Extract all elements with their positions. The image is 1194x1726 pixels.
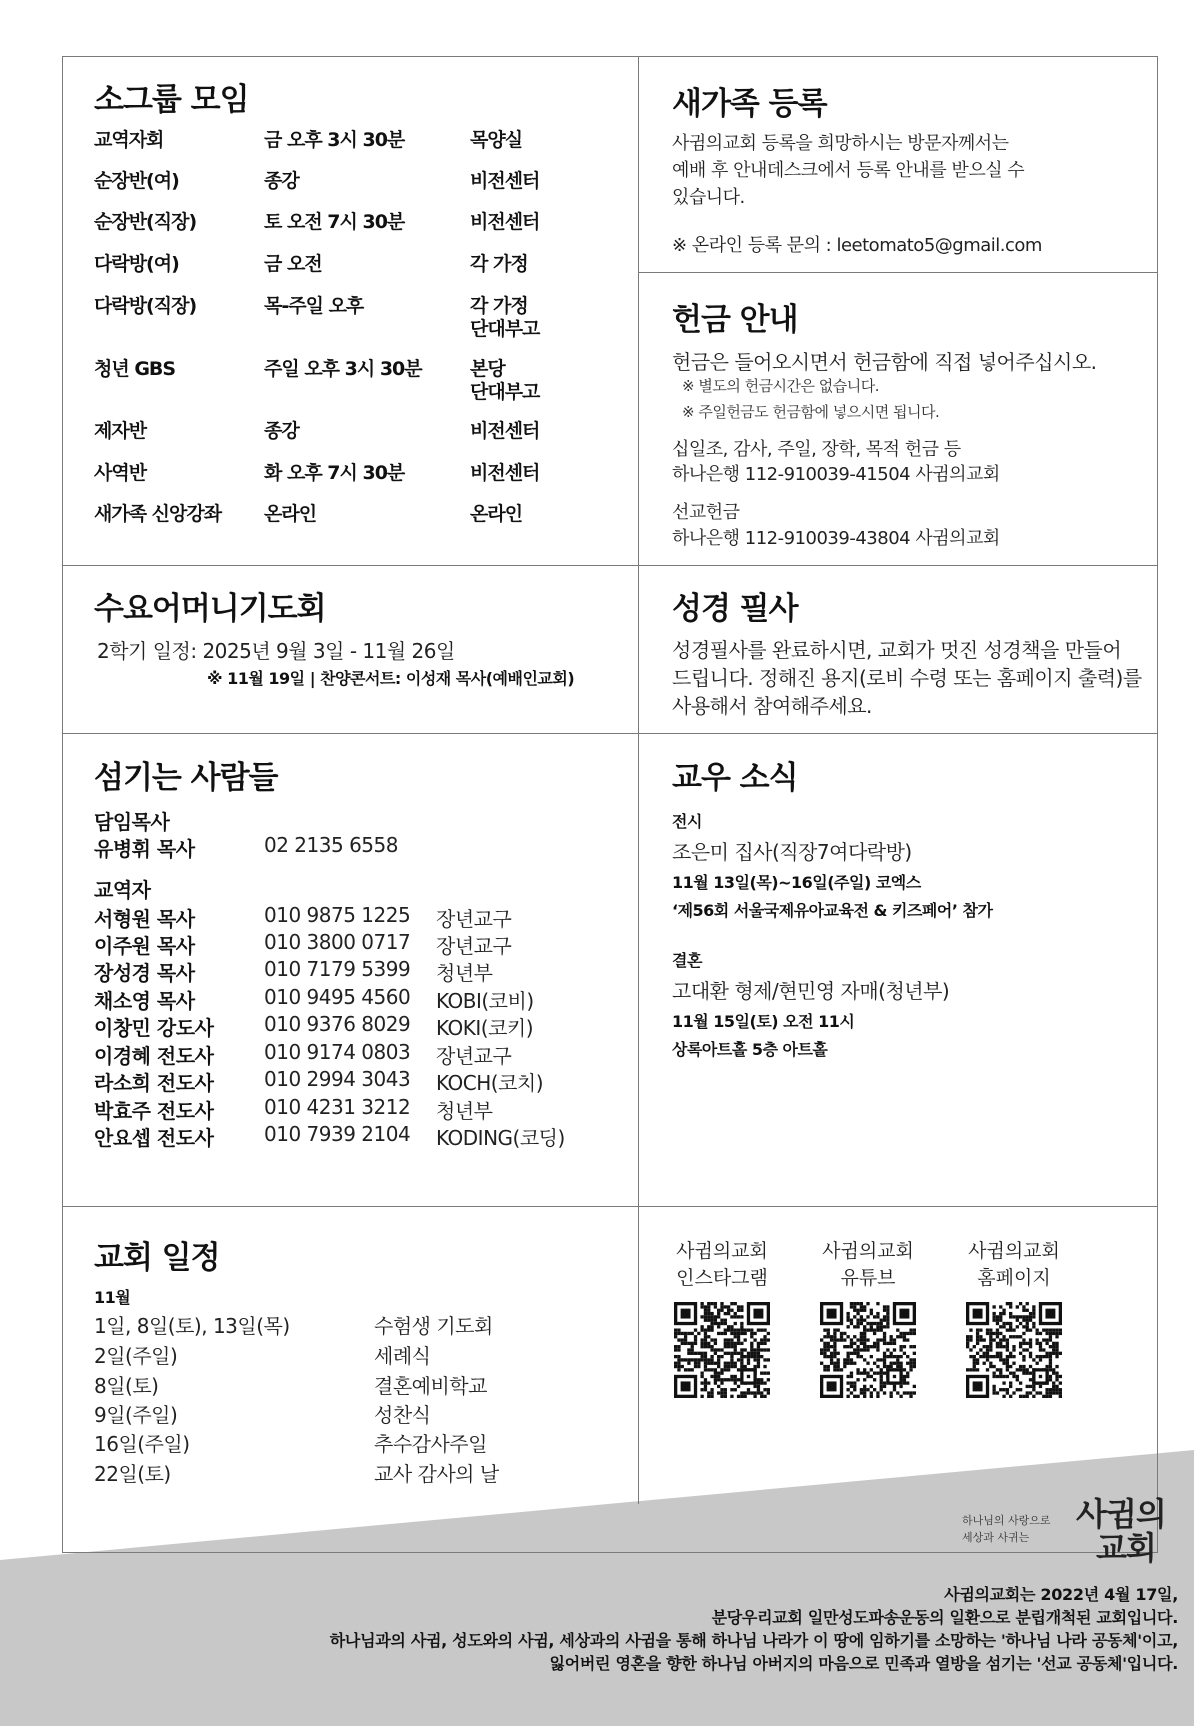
staff-name: 장성경 목사 xyxy=(94,961,195,985)
wedding-date: 11월 15일(토) 오전 11시 xyxy=(672,1012,855,1031)
staff-name: 서형원 목사 xyxy=(94,907,195,931)
small-group-title: 소그룹 모임 xyxy=(94,82,249,118)
qr-label: 사귐의교회 xyxy=(822,1240,914,1262)
group-time: 금 오후 3시 30분 xyxy=(264,129,405,151)
row-divider xyxy=(62,565,1158,566)
offering-title: 헌금 안내 xyxy=(672,302,798,338)
group-name: 사역반 xyxy=(94,462,147,484)
staff-phone: 010 9376 8029 xyxy=(264,1012,411,1036)
exhibit-label: 전시 xyxy=(672,812,702,831)
group-place-secondary: 단대부고 xyxy=(470,318,540,340)
staff-dept: KODING(코딩) xyxy=(436,1126,565,1150)
group-time: 주일 오후 3시 30분 xyxy=(264,358,422,380)
qr-label: 유튜브 xyxy=(840,1267,896,1289)
group-time: 종강 xyxy=(264,170,299,192)
group-place: 비전센터 xyxy=(470,170,540,192)
schedule-date: 8일(토) xyxy=(94,1374,159,1398)
staff-name: 이주원 목사 xyxy=(94,934,195,958)
staff-phone: 010 4231 3212 xyxy=(264,1095,411,1119)
group-name: 교역자회 xyxy=(94,129,164,151)
group-time: 토 오전 7시 30분 xyxy=(264,211,405,233)
column-divider xyxy=(638,56,639,1504)
exhibit-event: ‘제56회 서울국제유아교육전 & 키즈페어’ 참가 xyxy=(672,901,993,920)
staff-dept: 장년교구 xyxy=(436,934,512,958)
staff-dept: 청년부 xyxy=(436,961,493,985)
wedding-people: 고대환 형제/현민영 자매(청년부) xyxy=(672,979,950,1003)
group-place: 비전센터 xyxy=(470,211,540,233)
group-name: 다락방(여) xyxy=(94,253,179,275)
staff-dept: 청년부 xyxy=(436,1099,493,1123)
group-name: 청년 GBS xyxy=(94,358,176,380)
servants-title: 섬기는 사람들 xyxy=(94,760,278,796)
group-place-secondary: 단대부고 xyxy=(470,381,540,403)
footer-text: 잃어버린 영혼을 향한 하나님 아버지의 마음으로 민족과 열방을 섬기는 '선교 공동체'입니다. xyxy=(549,1654,1178,1673)
staff-phone: 010 7179 5399 xyxy=(264,957,411,981)
wedding-label: 결혼 xyxy=(672,951,702,970)
new-family-text: 사귐의교회 등록을 희망하시는 방문자께서는 xyxy=(672,133,1009,154)
logo-wordmark: 교회 xyxy=(1096,1529,1156,1567)
footer-text: 사귐의교회는 2022년 4월 17일, xyxy=(944,1585,1178,1604)
schedule-event: 세례식 xyxy=(374,1344,431,1368)
senior-pastor-label: 담임목사 xyxy=(94,810,170,834)
bible-text: 사용해서 참여해주세요. xyxy=(672,694,872,718)
mission-offering-label: 선교헌금 xyxy=(672,502,740,523)
schedule-event: 결혼예비학교 xyxy=(374,1374,487,1398)
staff-name: 박효주 전도사 xyxy=(94,1099,214,1123)
group-name: 새가족 신앙강좌 xyxy=(94,503,222,525)
registration-contact: ※ 온라인 등록 문의 : leetomato5@gmail.com xyxy=(672,235,1042,256)
offering-note: ※ 별도의 헌금시간은 없습니다. xyxy=(682,377,880,395)
new-family-text: 있습니다. xyxy=(672,187,745,208)
group-time: 금 오전 xyxy=(264,253,322,275)
schedule-date: 1일, 8일(토), 13일(목) xyxy=(94,1314,290,1338)
youtube-qr[interactable] xyxy=(818,1238,918,1402)
bible-transcription-title: 성경 필사 xyxy=(672,591,798,627)
qr-label: 사귐의교회 xyxy=(968,1240,1060,1262)
exhibit-person: 조은미 집사(직장7여다락방) xyxy=(672,840,912,864)
exhibit-date: 11월 13일(목)~16일(주일) 코엑스 xyxy=(672,873,921,892)
group-place: 목양실 xyxy=(470,129,523,151)
qr-label: 홈페이지 xyxy=(977,1267,1051,1289)
instagram-qr[interactable] xyxy=(672,1238,772,1402)
staff-phone: 02 2135 6558 xyxy=(264,833,398,857)
group-name: 순장반(여) xyxy=(94,170,179,192)
staff-phone: 010 9495 4560 xyxy=(264,985,411,1009)
qr-label: 인스타그램 xyxy=(676,1267,768,1289)
row-divider xyxy=(62,1206,1158,1207)
group-place: 본당 xyxy=(470,358,505,380)
row-divider xyxy=(62,733,1158,734)
wedding-place: 상록아트홀 5층 아트홀 xyxy=(672,1040,828,1059)
offering-main-text: 헌금은 들어오시면서 헌금함에 직접 넣어주십시오. xyxy=(672,350,1097,374)
staff-name: 안요셉 전도사 xyxy=(94,1126,214,1150)
staff-phone: 010 3800 0717 xyxy=(264,930,411,954)
staff-dept: KOKI(코키) xyxy=(436,1016,534,1040)
qr-code-icon xyxy=(966,1302,1062,1398)
staff-name: 채소영 목사 xyxy=(94,989,195,1013)
group-name: 순장반(직장) xyxy=(94,211,197,233)
offering-note: ※ 주일헌금도 헌금함에 넣으시면 됩니다. xyxy=(682,403,940,421)
staff-phone: 010 2994 3043 xyxy=(264,1067,411,1091)
new-family-text: 예배 후 안내데스크에서 등록 안내를 받으실 수 xyxy=(672,160,1025,181)
bible-text: 성경필사를 완료하시면, 교회가 멋진 성경책을 만들어 xyxy=(672,638,1122,662)
staff-name: 유병휘 목사 xyxy=(94,837,195,861)
group-time: 목-주일 오후 xyxy=(264,295,364,317)
homepage-qr[interactable] xyxy=(964,1238,1064,1402)
footer-text: 하나님과의 사귐, 성도와의 사귐, 세상과의 사귐을 통해 하나님 나라가 이 땅에 임하기를 소망하는 '하나님 나라 공동체'이고, xyxy=(329,1631,1178,1650)
staff-dept: 장년교구 xyxy=(436,1044,512,1068)
group-time: 화 오후 7시 30분 xyxy=(264,462,405,484)
church-schedule-title: 교회 일정 xyxy=(94,1240,220,1276)
footer-text: 분당우리교회 일만성도파송운동의 일환으로 분립개척된 교회입니다. xyxy=(711,1608,1178,1627)
logo-tagline: 하나님의 사랑으로 xyxy=(962,1514,1051,1527)
row-divider xyxy=(638,272,1158,273)
schedule-date: 9일(주일) xyxy=(94,1403,178,1427)
group-place: 각 가정 xyxy=(470,253,528,275)
group-place: 온라인 xyxy=(470,503,523,525)
schedule-date: 22일(토) xyxy=(94,1462,171,1486)
logo-wordmark: 사귐의 xyxy=(1076,1495,1166,1533)
staff-phone: 010 9174 0803 xyxy=(264,1040,411,1064)
offering-account: 하나은행 112-910039-41504 사귐의교회 xyxy=(672,464,1000,485)
staff-phone: 010 7939 2104 xyxy=(264,1122,411,1146)
wednesday-schedule: 2학기 일정: 2025년 9월 3일 - 11월 26일 xyxy=(97,639,455,663)
members-news-title: 교우 소식 xyxy=(672,760,798,796)
qr-code-icon xyxy=(674,1302,770,1398)
schedule-month: 11월 xyxy=(94,1288,131,1307)
schedule-event: 추수감사주일 xyxy=(374,1432,487,1456)
group-time: 온라인 xyxy=(264,503,317,525)
group-time: 종강 xyxy=(264,420,299,442)
staff-name: 이경혜 전도사 xyxy=(94,1044,214,1068)
schedule-date: 2일(주일) xyxy=(94,1344,178,1368)
staff-dept: KOCH(코치) xyxy=(436,1071,544,1095)
staff-label: 교역자 xyxy=(94,878,151,902)
mission-offering-account: 하나은행 112-910039-43804 사귐의교회 xyxy=(672,528,1000,549)
bible-text: 드립니다. 정해진 용지(로비 수령 또는 홈페이지 출력)를 xyxy=(672,666,1142,690)
group-name: 제자반 xyxy=(94,420,147,442)
logo-tagline: 세상과 사귀는 xyxy=(962,1531,1030,1544)
schedule-event: 수험생 기도회 xyxy=(374,1314,493,1338)
schedule-event: 성찬식 xyxy=(374,1403,431,1427)
wednesday-note: ※ 11월 19일 | 찬양콘서트: 이성재 목사(예배인교회) xyxy=(207,669,575,688)
group-name: 다락방(직장) xyxy=(94,295,197,317)
qr-label: 사귐의교회 xyxy=(676,1240,768,1262)
wednesday-prayer-title: 수요어머니기도회 xyxy=(94,591,326,627)
offering-kinds: 십일조, 감사, 주일, 장학, 목적 헌금 등 xyxy=(672,439,961,460)
staff-dept: 장년교구 xyxy=(436,907,512,931)
schedule-date: 16일(주일) xyxy=(94,1432,190,1456)
staff-name: 이창민 강도사 xyxy=(94,1016,214,1040)
qr-code-icon xyxy=(820,1302,916,1398)
staff-name: 라소희 전도사 xyxy=(94,1071,214,1095)
group-place: 비전센터 xyxy=(470,462,540,484)
new-family-title: 새가족 등록 xyxy=(672,86,827,122)
group-place: 각 가정 xyxy=(470,295,528,317)
group-place: 비전센터 xyxy=(470,420,540,442)
staff-phone: 010 9875 1225 xyxy=(264,903,411,927)
schedule-event: 교사 감사의 날 xyxy=(374,1462,499,1486)
staff-dept: KOBI(코비) xyxy=(436,989,534,1013)
